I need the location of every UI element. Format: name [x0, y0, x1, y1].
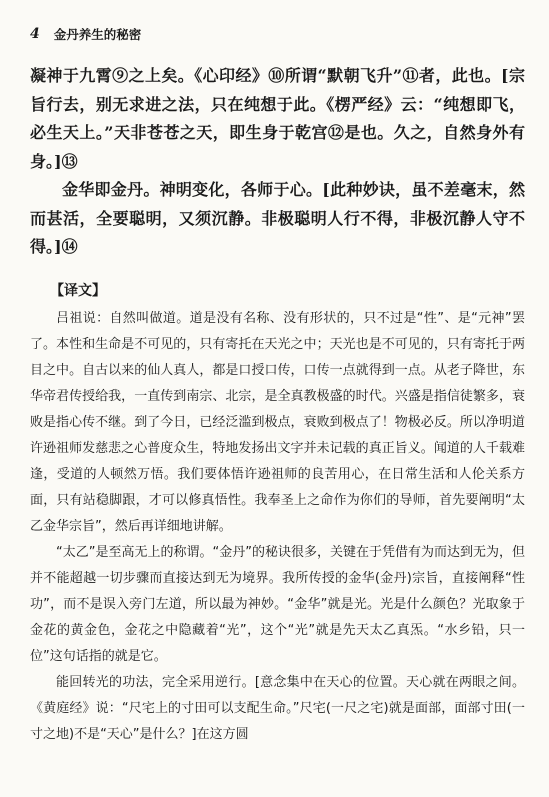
translation-paragraph: “太乙”是至高无上的称谓。“金丹”的秘诀很多，关键在于凭借有为而达到无为，但并不能超越一切步骤而直接达到无为境界。我所传授的金华(金丹)宗旨，直接阐释“性功”，而不是误入旁门左道，所以最为神妙。“金华”就是光。光是什么颜色？光取象于金花的黄金色，金花之中隐藏着“光”，这个“光”就是先天太乙真炁。“水乡铅，只一位”这句话指的就是它。 [30, 544, 525, 664]
translation-paragraph: 能回转光的功法，完全采用逆行。[意念集中在天心的位置。天心就在两眼之间。《黄庭经》说：“尺宅上的寸田可以支配生命。”尺宅(一尺之宅)就是面部，面部寸田(一寸之地)不是“天心”是什么？]在这方圆 [30, 674, 525, 742]
original-paragraph: 金华即金丹。神明变化，各师于心。[此种妙诀，虽不差毫末，然而甚活，全要聪明，又须沉静。非极聪明人行不得，非极沉静人守不得。]⑭ [30, 180, 525, 256]
translation-paragraph: 吕祖说：自然叫做道。道是没有名称、没有形状的，只不过是“性”、是“元神”罢了。本性和生命是不可见的，只有寄托在天光之中；天光也是不可见的，只有寄托于两目之中。自古以来的仙人真人，都是口授口传，口传一点就得到一点。从老子降世，东华帝君传授给我，一直传到南宗、北宗，是全真教极盛的时代。兴盛是指信徒繁多，衰败是指心传不继。到了今日，已经泛滥到极点，衰败到极点了！物极必反。所以净明道许逊祖师发慈悲之心普度众生，特地发扬出文字并未记载的真正旨义。闻道的人千载难逢，受道的人顿然万悟。我们要体悟许逊祖师的良苦用心，在日常生活和人伦关系方面，只有站稳脚跟，才可以修真悟性。我奉圣上之命作为你们的导师，首先要阐明“太乙金华宗旨”，然后再详细地讲解。 [30, 310, 525, 534]
original-paragraph: 凝神于九霄⑨之上矣。《心印经》⑩所谓“默朝飞升”⑪者，此也。[宗旨行去，别无求进之法，只在纯想于此。《楞严经》云：“纯想即飞，必生天上。”天非苍苍之天，即生身于乾宫⑫是也。久之，自然身外有身。]⑬ [30, 66, 525, 171]
running-title: 金丹养生的秘密 [53, 27, 142, 42]
page-header [30, 24, 141, 44]
translation-section-title: 【译文】 [50, 282, 106, 299]
page-number: 4 [30, 26, 40, 42]
page-content [30, 62, 525, 748]
